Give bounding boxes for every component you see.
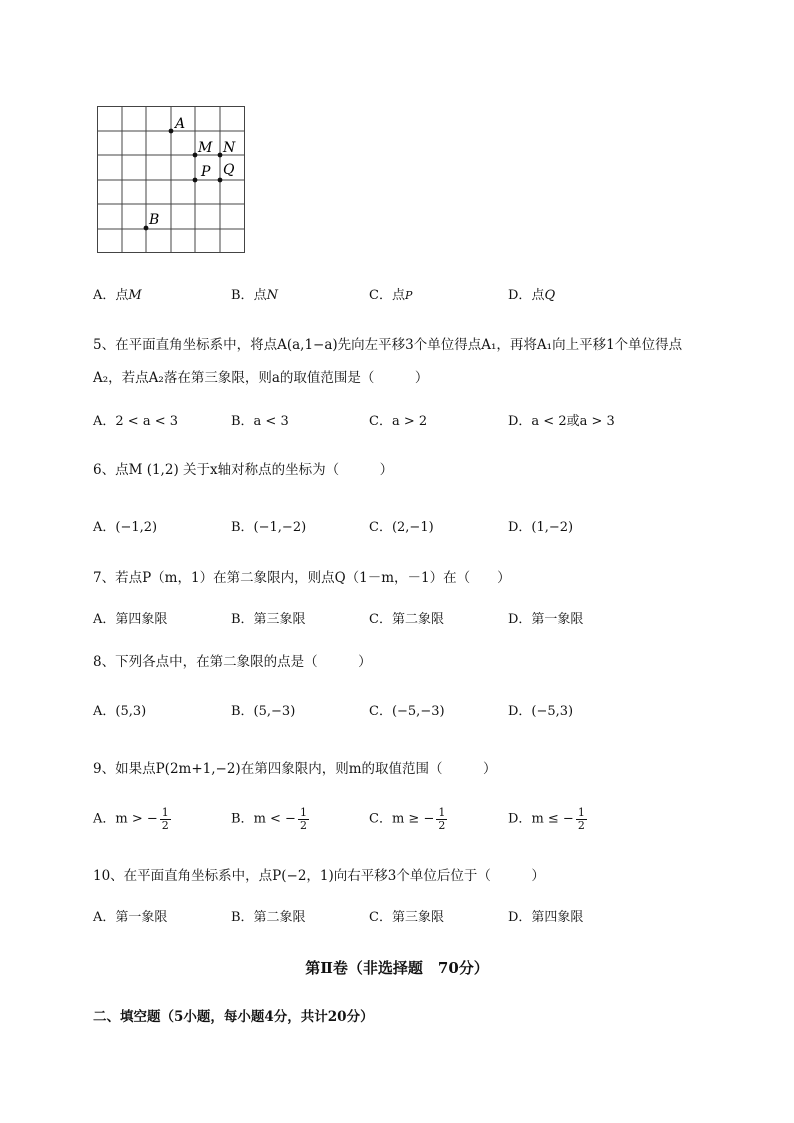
section2-title: 第Ⅱ卷（非选择题 70分）	[305, 959, 489, 977]
q6-option-a[interactable]: A．(−1,2)	[93, 520, 158, 535]
point-B	[144, 226, 149, 231]
q9-option-b-expr: m < −	[253, 811, 296, 827]
label-Q: Q	[223, 162, 235, 178]
q9-option-a[interactable]	[93, 807, 171, 831]
q9-option-a-fraction	[160, 807, 171, 831]
q9-option-a-denominator: 2	[161, 818, 169, 832]
q5-option-b[interactable]: B．a < 3	[231, 414, 289, 429]
q7-stem: 7、若点P（m，1）在第二象限内，则点Q（1－m，－1）在（ ）	[93, 570, 511, 586]
q9-option-b-numerator: 1	[299, 806, 307, 819]
q10-stem: 10、在平面直角坐标系中，点P(−2，1)向右平移3个单位后位于（ ）	[93, 868, 545, 884]
q4-option-d-text: 点	[531, 288, 545, 303]
q5-option-c[interactable]: C．a > 2	[369, 414, 428, 429]
q8-stem: 8、下列各点中，在第二象限的点是（ ）	[93, 654, 372, 670]
q10-option-b[interactable]: B．第二象限	[231, 910, 306, 925]
q9-option-d-fraction	[576, 807, 587, 831]
q4-option-c-text: 点	[391, 288, 405, 303]
q9-option-a-expr: m > −	[115, 811, 158, 827]
q9-option-c[interactable]	[369, 807, 447, 831]
q8-option-b[interactable]: B．(5,−3)	[231, 704, 296, 719]
point-P	[193, 178, 198, 183]
q9-option-b-denominator: 2	[299, 818, 307, 832]
q9-option-d[interactable]	[508, 807, 587, 831]
q7-option-d[interactable]: D．第一象限	[508, 612, 584, 627]
q4-option-d-var: Q	[544, 288, 556, 303]
q9-option-c-expr: m ≥ −	[391, 811, 435, 827]
q9-option-a-letter: A．	[93, 811, 116, 827]
q9-option-c-fraction	[436, 807, 447, 831]
q4-option-b-text: 点	[253, 288, 267, 303]
q4-option-a-letter: A．	[93, 288, 116, 303]
q4-option-a[interactable]	[93, 284, 142, 303]
q4-option-d-letter: D．	[508, 288, 532, 303]
q9-option-b[interactable]	[231, 807, 309, 831]
q4-option-b[interactable]	[231, 284, 278, 303]
q5-option-a[interactable]: A．2 < a < 3	[93, 414, 178, 429]
point-A	[169, 129, 174, 134]
q10-option-c[interactable]: C．第三象限	[369, 910, 444, 925]
q4-option-c-var: P	[404, 289, 413, 302]
q8-option-c[interactable]: C．(−5,−3)	[369, 704, 445, 719]
q10-option-a[interactable]: A．第一象限	[93, 910, 168, 925]
point-M	[193, 153, 198, 158]
grid-figure	[97, 106, 247, 254]
q9-stem: 9、如果点P(2m+1,−2)在第四象限内，则m的取值范围（ ）	[93, 761, 497, 777]
q9-option-c-denominator: 2	[438, 818, 446, 832]
q9-option-b-letter: B．	[231, 811, 254, 827]
label-B: B	[149, 212, 160, 228]
q9-option-b-fraction	[298, 807, 309, 831]
q9-option-d-denominator: 2	[577, 818, 585, 832]
q4-option-a-var: M	[128, 288, 142, 303]
q8-option-a[interactable]: A．(5,3)	[93, 704, 147, 719]
label-M: M	[198, 140, 213, 156]
q9-option-c-letter: C．	[369, 811, 392, 827]
q10-option-d[interactable]: D．第四象限	[508, 910, 584, 925]
q4-option-d[interactable]	[508, 284, 555, 303]
q6-stem: 6、点M (1,2) 关于x轴对称点的坐标为（ ）	[93, 462, 394, 478]
q5-stem-line2: A₂，若点A₂落在第三象限，则a的取值范围是（ ）	[93, 370, 429, 386]
q6-option-d[interactable]: D．(1,−2)	[508, 520, 574, 535]
label-A: A	[175, 116, 186, 132]
q9-option-d-numerator: 1	[577, 806, 585, 819]
q9-option-c-numerator: 1	[438, 806, 446, 819]
q9-option-a-numerator: 1	[161, 806, 169, 819]
label-P: P	[201, 164, 211, 180]
q9-option-d-expr: m ≤ −	[531, 811, 574, 827]
q5-option-d[interactable]: D．a < 2或a > 3	[508, 414, 615, 429]
q4-option-b-letter: B．	[231, 288, 254, 303]
q9-option-d-letter: D．	[508, 811, 532, 827]
q6-option-b[interactable]: B．(−1,−2)	[231, 520, 307, 535]
q4-option-c[interactable]	[369, 284, 412, 303]
q8-option-d[interactable]: D．(−5,3)	[508, 704, 574, 719]
q5-stem-line1: 5、在平面直角坐标系中，将点A(a,1−a)先向左平移3个单位得点A₁，再将A₁向上平移1个单位得点	[93, 337, 683, 353]
q4-option-c-letter: C．	[369, 288, 392, 303]
section2-subtitle: 二、填空题（5小题，每小题4分，共计20分）	[93, 1009, 374, 1025]
q6-option-c[interactable]: C．(2,−1)	[369, 520, 434, 535]
point-Q	[218, 178, 223, 183]
q7-option-b[interactable]: B．第三象限	[231, 612, 306, 627]
q7-option-a[interactable]: A．第四象限	[93, 612, 168, 627]
point-N	[218, 153, 223, 158]
q4-option-a-text: 点	[115, 288, 129, 303]
q7-option-c[interactable]: C．第二象限	[369, 612, 444, 627]
q4-option-b-var: N	[266, 288, 278, 303]
grid-lines	[97, 106, 245, 253]
label-N: N	[223, 140, 236, 156]
